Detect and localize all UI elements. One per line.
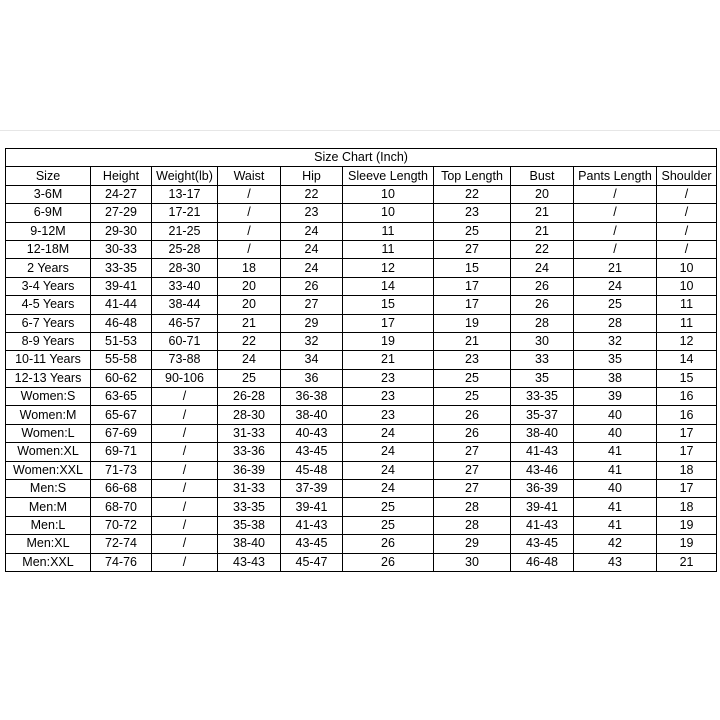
table-row bbox=[6, 296, 717, 314]
table-cell: 20 bbox=[218, 277, 281, 295]
table-cell: 14 bbox=[343, 277, 434, 295]
table-cell: / bbox=[218, 185, 281, 203]
table-cell: 25 bbox=[343, 498, 434, 516]
table-cell: 39 bbox=[574, 388, 657, 406]
table-cell: 73-88 bbox=[152, 351, 218, 369]
table-cell: / bbox=[152, 498, 218, 516]
table-cell: 19 bbox=[434, 314, 511, 332]
table-cell: 32 bbox=[281, 332, 343, 350]
table-cell: 60-62 bbox=[91, 369, 152, 387]
table-row bbox=[6, 480, 717, 498]
table-cell: 28 bbox=[434, 498, 511, 516]
table-cell: 71-73 bbox=[91, 461, 152, 479]
table-cell: 70-72 bbox=[91, 516, 152, 534]
table-cell: 22 bbox=[281, 185, 343, 203]
table-cell: / bbox=[657, 222, 717, 240]
table-cell: 31-33 bbox=[218, 480, 281, 498]
title-row bbox=[6, 149, 717, 167]
table-cell: 19 bbox=[343, 332, 434, 350]
header-row bbox=[6, 167, 717, 185]
table-row bbox=[6, 314, 717, 332]
table-cell: Men:XL bbox=[6, 535, 91, 553]
table-cell: 24 bbox=[343, 443, 434, 461]
table-cell: 46-48 bbox=[91, 314, 152, 332]
table-cell: 15 bbox=[343, 296, 434, 314]
table-row bbox=[6, 332, 717, 350]
table-cell: 40 bbox=[574, 480, 657, 498]
table-cell: 2 Years bbox=[6, 259, 91, 277]
table-cell: 26 bbox=[281, 277, 343, 295]
table-cell: 38-40 bbox=[218, 535, 281, 553]
table-cell: 10 bbox=[657, 259, 717, 277]
table-cell: 3-6M bbox=[6, 185, 91, 203]
table-cell: / bbox=[152, 461, 218, 479]
table-cell: 21 bbox=[343, 351, 434, 369]
table-row bbox=[6, 369, 717, 387]
table-cell: 11 bbox=[657, 314, 717, 332]
table-cell: 35-37 bbox=[511, 406, 574, 424]
table-cell: 36-38 bbox=[281, 388, 343, 406]
table-cell: 24 bbox=[281, 240, 343, 258]
table-cell: 41-43 bbox=[511, 443, 574, 461]
table-cell: / bbox=[152, 443, 218, 461]
table-cell: 36-39 bbox=[218, 461, 281, 479]
table-cell: 41 bbox=[574, 443, 657, 461]
table-cell: 17 bbox=[657, 443, 717, 461]
table-cell: 25-28 bbox=[152, 240, 218, 258]
table-cell: 25 bbox=[574, 296, 657, 314]
table-cell: / bbox=[152, 535, 218, 553]
table-cell: 63-65 bbox=[91, 388, 152, 406]
table-row bbox=[6, 222, 717, 240]
table-cell: 20 bbox=[218, 296, 281, 314]
table-row bbox=[6, 388, 717, 406]
table-cell: Women:M bbox=[6, 406, 91, 424]
table-cell: 23 bbox=[343, 369, 434, 387]
table-row bbox=[6, 461, 717, 479]
table-cell: 12 bbox=[343, 259, 434, 277]
table-row bbox=[6, 351, 717, 369]
table-cell: 35-38 bbox=[218, 516, 281, 534]
table-cell: 67-69 bbox=[91, 424, 152, 442]
table-cell: 35 bbox=[511, 369, 574, 387]
table-cell: 14 bbox=[657, 351, 717, 369]
table-cell: 17 bbox=[434, 277, 511, 295]
table-cell: 24 bbox=[511, 259, 574, 277]
table-cell: Men:M bbox=[6, 498, 91, 516]
table-cell: 40-43 bbox=[281, 424, 343, 442]
table-cell: 40 bbox=[574, 406, 657, 424]
table-cell: 38 bbox=[574, 369, 657, 387]
table-cell: 39-41 bbox=[91, 277, 152, 295]
table-cell: 27 bbox=[434, 461, 511, 479]
table-cell: 19 bbox=[657, 516, 717, 534]
table-cell: 10 bbox=[343, 185, 434, 203]
table-cell: 12 bbox=[657, 332, 717, 350]
table-cell: 43-45 bbox=[511, 535, 574, 553]
table-cell: 31-33 bbox=[218, 424, 281, 442]
table-cell: 40 bbox=[574, 424, 657, 442]
table-cell: 29 bbox=[281, 314, 343, 332]
table-cell: 43-45 bbox=[281, 535, 343, 553]
table-cell: 30 bbox=[511, 332, 574, 350]
table-cell: 24 bbox=[281, 259, 343, 277]
table-cell: 26 bbox=[343, 535, 434, 553]
column-header-pants-length: Pants Length bbox=[574, 167, 657, 185]
table-cell: 37-39 bbox=[281, 480, 343, 498]
table-cell: 21 bbox=[434, 332, 511, 350]
table-cell: 8-9 Years bbox=[6, 332, 91, 350]
table-cell: 17 bbox=[657, 480, 717, 498]
table-cell: 41 bbox=[574, 461, 657, 479]
column-header-weight-lb: Weight(lb) bbox=[152, 167, 218, 185]
table-cell: / bbox=[657, 185, 717, 203]
table-cell: / bbox=[657, 240, 717, 258]
table-cell: 65-67 bbox=[91, 406, 152, 424]
table-cell: 21 bbox=[657, 553, 717, 571]
table-cell: 23 bbox=[434, 204, 511, 222]
table-cell: Women:L bbox=[6, 424, 91, 442]
table-cell: / bbox=[574, 204, 657, 222]
table-cell: 24 bbox=[343, 480, 434, 498]
column-header-hip: Hip bbox=[281, 167, 343, 185]
table-cell: 74-76 bbox=[91, 553, 152, 571]
table-row bbox=[6, 185, 717, 203]
table-cell: 35 bbox=[574, 351, 657, 369]
table-row bbox=[6, 424, 717, 442]
table-cell: / bbox=[218, 240, 281, 258]
table-cell: 32 bbox=[574, 332, 657, 350]
table-cell: 11 bbox=[343, 240, 434, 258]
table-cell: 25 bbox=[343, 516, 434, 534]
column-header-waist: Waist bbox=[218, 167, 281, 185]
table-cell: 28 bbox=[434, 516, 511, 534]
table-cell: 16 bbox=[657, 406, 717, 424]
table-cell: 23 bbox=[343, 388, 434, 406]
table-row bbox=[6, 204, 717, 222]
table-cell: 17-21 bbox=[152, 204, 218, 222]
table-cell: 21 bbox=[574, 259, 657, 277]
table-cell: 43-43 bbox=[218, 553, 281, 571]
table-cell: 45-47 bbox=[281, 553, 343, 571]
table-cell: 18 bbox=[657, 498, 717, 516]
table-cell: 27 bbox=[281, 296, 343, 314]
table-cell: Men:XXL bbox=[6, 553, 91, 571]
table-cell: 19 bbox=[657, 535, 717, 553]
table-cell: 33-35 bbox=[91, 259, 152, 277]
column-header-bust: Bust bbox=[511, 167, 574, 185]
table-cell: 22 bbox=[434, 185, 511, 203]
table-cell: 12-13 Years bbox=[6, 369, 91, 387]
table-cell: 18 bbox=[218, 259, 281, 277]
size-chart-table bbox=[5, 148, 717, 572]
table-cell: 25 bbox=[218, 369, 281, 387]
table-cell: Women:XL bbox=[6, 443, 91, 461]
table-cell: 72-74 bbox=[91, 535, 152, 553]
table-cell: 17 bbox=[657, 424, 717, 442]
column-header-shoulder: Shoulder bbox=[657, 167, 717, 185]
column-header-size: Size bbox=[6, 167, 91, 185]
table-cell: 24 bbox=[574, 277, 657, 295]
table-cell: 11 bbox=[343, 222, 434, 240]
table-cell: 42 bbox=[574, 535, 657, 553]
table-cell: 12-18M bbox=[6, 240, 91, 258]
table-cell: 10-11 Years bbox=[6, 351, 91, 369]
table-cell: 25 bbox=[434, 222, 511, 240]
table-cell: 27 bbox=[434, 480, 511, 498]
table-cell: 13-17 bbox=[152, 185, 218, 203]
table-row bbox=[6, 406, 717, 424]
table-cell: 66-68 bbox=[91, 480, 152, 498]
table-row bbox=[6, 277, 717, 295]
table-cell: 11 bbox=[657, 296, 717, 314]
table-cell: 45-48 bbox=[281, 461, 343, 479]
table-cell: 28-30 bbox=[152, 259, 218, 277]
column-header-height: Height bbox=[91, 167, 152, 185]
table-cell: 39-41 bbox=[511, 498, 574, 516]
table-cell: / bbox=[152, 388, 218, 406]
table-row bbox=[6, 498, 717, 516]
table-cell: 9-12M bbox=[6, 222, 91, 240]
table-cell: 24 bbox=[218, 351, 281, 369]
table-row bbox=[6, 443, 717, 461]
table-cell: 21-25 bbox=[152, 222, 218, 240]
table-row bbox=[6, 553, 717, 571]
table-cell: 39-41 bbox=[281, 498, 343, 516]
table-cell: 21 bbox=[511, 204, 574, 222]
table-cell: 33 bbox=[511, 351, 574, 369]
table-cell: 51-53 bbox=[91, 332, 152, 350]
table-cell: 24-27 bbox=[91, 185, 152, 203]
table-cell: 28 bbox=[574, 314, 657, 332]
table-cell: / bbox=[657, 204, 717, 222]
table-cell: 38-40 bbox=[281, 406, 343, 424]
table-cell: 41 bbox=[574, 516, 657, 534]
column-header-sleeve-length: Sleeve Length bbox=[343, 167, 434, 185]
table-cell: 23 bbox=[281, 204, 343, 222]
table-cell: 24 bbox=[281, 222, 343, 240]
table-cell: 3-4 Years bbox=[6, 277, 91, 295]
table-cell: 26 bbox=[434, 406, 511, 424]
table-cell: 41-44 bbox=[91, 296, 152, 314]
table-cell: 30 bbox=[434, 553, 511, 571]
table-cell: 24 bbox=[343, 461, 434, 479]
table-cell: 38-40 bbox=[511, 424, 574, 442]
table-cell: 69-71 bbox=[91, 443, 152, 461]
table-cell: 6-9M bbox=[6, 204, 91, 222]
table-cell: / bbox=[574, 240, 657, 258]
table-cell: 90-106 bbox=[152, 369, 218, 387]
table-cell: 15 bbox=[434, 259, 511, 277]
table-cell: 10 bbox=[343, 204, 434, 222]
table-cell: 33-35 bbox=[218, 498, 281, 516]
table-cell: 21 bbox=[511, 222, 574, 240]
table-cell: 27 bbox=[434, 443, 511, 461]
table-cell: / bbox=[152, 553, 218, 571]
table-cell: 41-43 bbox=[281, 516, 343, 534]
table-title: Size Chart (Inch) bbox=[6, 149, 717, 167]
table-row bbox=[6, 259, 717, 277]
table-cell: 23 bbox=[343, 406, 434, 424]
table-cell: 4-5 Years bbox=[6, 296, 91, 314]
table-cell: 17 bbox=[434, 296, 511, 314]
table-cell: 60-71 bbox=[152, 332, 218, 350]
table-cell: 15 bbox=[657, 369, 717, 387]
table-cell: 43-45 bbox=[281, 443, 343, 461]
table-cell: 26 bbox=[511, 277, 574, 295]
table-body bbox=[6, 185, 717, 571]
table-cell: 18 bbox=[657, 461, 717, 479]
table-cell: 27-29 bbox=[91, 204, 152, 222]
table-cell: 33-35 bbox=[511, 388, 574, 406]
table-cell: 43 bbox=[574, 553, 657, 571]
table-cell: 6-7 Years bbox=[6, 314, 91, 332]
table-cell: 27 bbox=[434, 240, 511, 258]
table-cell: 36-39 bbox=[511, 480, 574, 498]
table-cell: 26 bbox=[343, 553, 434, 571]
table-cell: 46-48 bbox=[511, 553, 574, 571]
table-cell: 36 bbox=[281, 369, 343, 387]
table-cell: Women:S bbox=[6, 388, 91, 406]
table-cell: 25 bbox=[434, 388, 511, 406]
table-cell: 29-30 bbox=[91, 222, 152, 240]
table-cell: / bbox=[218, 222, 281, 240]
table-cell: 41 bbox=[574, 498, 657, 516]
table-cell: 23 bbox=[434, 351, 511, 369]
table-cell: 34 bbox=[281, 351, 343, 369]
table-cell: / bbox=[152, 424, 218, 442]
table-row bbox=[6, 240, 717, 258]
table-cell: 33-40 bbox=[152, 277, 218, 295]
table-cell: 24 bbox=[343, 424, 434, 442]
table-cell: / bbox=[218, 204, 281, 222]
table-cell: 26 bbox=[511, 296, 574, 314]
table-cell: 29 bbox=[434, 535, 511, 553]
table-cell: 41-43 bbox=[511, 516, 574, 534]
table-row bbox=[6, 516, 717, 534]
table-cell: 22 bbox=[511, 240, 574, 258]
table-cell: 20 bbox=[511, 185, 574, 203]
table-cell: 28-30 bbox=[218, 406, 281, 424]
table-cell: Women:XXL bbox=[6, 461, 91, 479]
table-cell: 46-57 bbox=[152, 314, 218, 332]
table-cell: / bbox=[152, 480, 218, 498]
table-cell: 10 bbox=[657, 277, 717, 295]
table-cell: / bbox=[574, 222, 657, 240]
table-cell: 55-58 bbox=[91, 351, 152, 369]
table-cell: 25 bbox=[434, 369, 511, 387]
table-cell: 38-44 bbox=[152, 296, 218, 314]
table-cell: 22 bbox=[218, 332, 281, 350]
table-cell: 17 bbox=[343, 314, 434, 332]
table-cell: Men:S bbox=[6, 480, 91, 498]
table-cell: / bbox=[574, 185, 657, 203]
table-cell: 26-28 bbox=[218, 388, 281, 406]
table-cell: 68-70 bbox=[91, 498, 152, 516]
table-cell: 28 bbox=[511, 314, 574, 332]
table-cell: / bbox=[152, 516, 218, 534]
column-header-top-length: Top Length bbox=[434, 167, 511, 185]
table-cell: 21 bbox=[218, 314, 281, 332]
table-row bbox=[6, 535, 717, 553]
table-cell: 30-33 bbox=[91, 240, 152, 258]
table-cell: 33-36 bbox=[218, 443, 281, 461]
table-cell: 26 bbox=[434, 424, 511, 442]
table-cell: / bbox=[152, 406, 218, 424]
table-cell: 43-46 bbox=[511, 461, 574, 479]
table-cell: Men:L bbox=[6, 516, 91, 534]
table-cell: 16 bbox=[657, 388, 717, 406]
